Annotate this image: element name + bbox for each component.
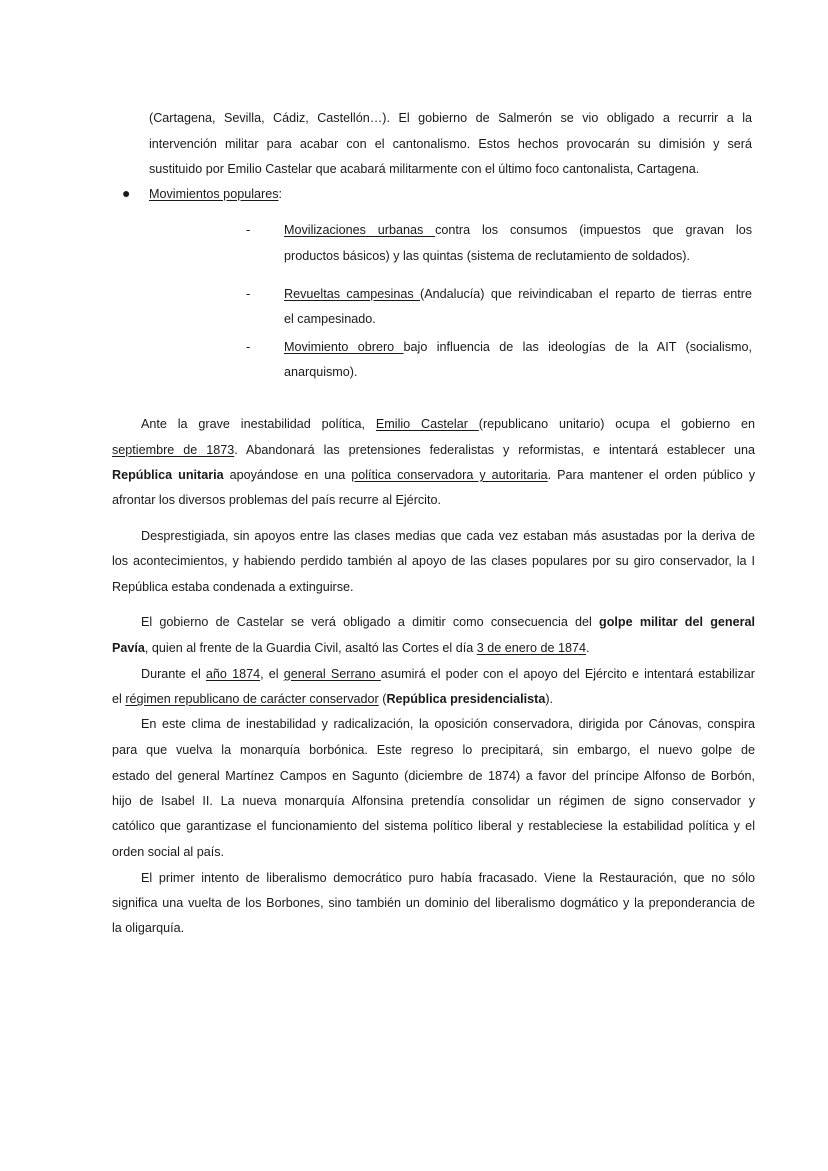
p5-line-6: orden social al país. (112, 845, 225, 859)
item-2-line-2: el campesinado. (284, 312, 376, 326)
p1-line-1: Ante la grave inestabilidad política, Emilio Castelar (republicano unitario) ocupa el gobierno en (141, 417, 755, 431)
p3-line-1: El gobierno de Castelar se verá obligado a dimitir como consecuencia del golpe militar del general (141, 615, 755, 629)
p5-line-5: católico que garantizase el funcionamiento del sistema político liberal y restableciese la estabilidad política y el (112, 819, 755, 833)
p2-line-2: los acontecimientos, y habiendo perdido también al apoyo de las clases populares por su giro conservador, la I (112, 554, 755, 568)
bullet-heading: Movimientos populares: (149, 187, 282, 201)
item-3-line-2: anarquismo). (284, 365, 358, 379)
p5-line-3: estado del general Martínez Campos en Sagunto (diciembre de 1874) a favor del príncipe Alfonso de Borbón, (112, 769, 755, 783)
dash-icon: - (246, 222, 251, 237)
p0-line-1: (Cartagena, Sevilla, Cádiz, Castellón…). El gobierno de Salmerón se vio obligado a recurrir a la (149, 111, 752, 125)
p6-line-1: El primer intento de liberalismo democrático puro había fracasado. Viene la Restauración, que no sólo (141, 871, 755, 885)
dash-icon: - (246, 339, 251, 354)
p5-line-2: para que vuelva la monarquía borbónica. Este regreso lo precipitará, sin embargo, el nuevo golpe de (112, 743, 755, 757)
p2-line-3: República estaba condenada a extinguirse. (112, 580, 354, 594)
p4-line-1: Durante el año 1874, el general Serrano asumirá el poder con el apoyo del Ejército e intentará estabilizar (141, 667, 755, 681)
p4-line-2: el régimen republicano de carácter conservador (República presidencialista). (112, 692, 554, 706)
bullet-dot-icon: ● (122, 185, 131, 201)
p1-line-3: República unitaria apoyándose en una política conservadora y autoritaria. Para mantener el orden público y (112, 468, 755, 482)
item-3-line-1: Movimiento obrero bajo influencia de las ideologías de la AIT (socialismo, (284, 340, 752, 354)
p6-line-2: significa una vuelta de los Borbones, sino también un dominio del liberalismo dogmático y la preponderancia de (112, 896, 755, 910)
item-2-line-1: Revueltas campesinas (Andalucía) que reivindicaban el reparto de tierras entre (284, 287, 752, 301)
p1-line-2: septiembre de 1873. Abandonará las pretensiones federalistas y reformistas, e intentará establecer una (112, 443, 755, 457)
p6-line-3: la oligarquía. (112, 921, 185, 935)
p3-line-2: Pavía, quien al frente de la Guardia Civil, asaltó las Cortes el día 3 de enero de 1874. (112, 641, 590, 655)
p5-line-4: hijo de Isabel II. La nueva monarquía Alfonsina pretendía consolidar un régimen de signo conservador y (112, 794, 755, 808)
p2-line-1: Desprestigiada, sin apoyos entre las clases medias que cada vez estaban más asustadas por la deriva de (141, 529, 755, 543)
item-1-line-1: Movilizaciones urbanas contra los consumos (impuestos que gravan los (284, 223, 752, 237)
p5-line-1: En este clima de inestabilidad y radicalización, la oposición conservadora, dirigida por Cánovas, conspira (141, 717, 755, 731)
dash-icon: - (246, 286, 251, 301)
p0-line-3: sustituido por Emilio Castelar que acabará militarmente con el último foco cantonalista, Cartagena. (149, 162, 700, 176)
item-1-line-2: productos básicos) y las quintas (sistema de reclutamiento de soldados). (284, 249, 691, 263)
p1-line-4: afrontar los diversos problemas del país recurre al Ejército. (112, 493, 441, 507)
p0-line-2: intervención militar para acabar con el cantonalismo. Estos hechos provocarán su dimisión y será (149, 137, 752, 151)
